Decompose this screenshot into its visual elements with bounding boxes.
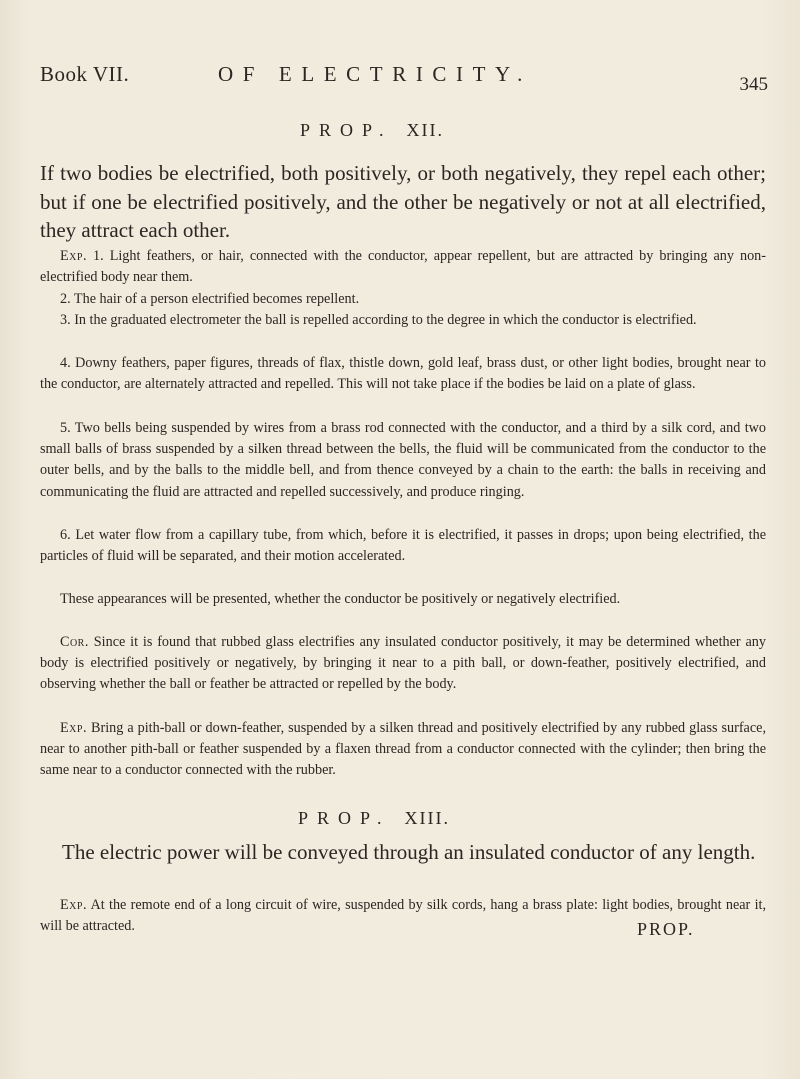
prop-12-exp-3: 3. In the graduated electrometer the ball is repelled according to the degree in which the conductor is electrified. [60,312,697,328]
prop-12-exp-5: 5. Two bells being suspended by wires from a brass rod connected with the conductor, and a third by a silk cord, and two small balls of brass suspended by a silken thread between the bells, the fluid will be communicated from the conductor to the outer bells, and by the balls to the middle bell, and from thence conveyed by a chain to the earth: the balls in receiving and communicating the fluid are attracted and repelled successively, and produce ringing. [40,420,766,500]
prop-12-label: PROP. [300,120,393,140]
book-label: Book VII. [40,62,130,86]
prop-12-exp-6: 6. Let water flow from a capillary tube, from which, before it is electrified, it passes in drops; upon being electrified, the particles of fluid will be separated, and their motion accelerated. [40,527,766,565]
prop-12-exp-4: 4. Downy feathers, paper figures, threads of flax, thistle down, gold leaf, brass dust, or other light bodies, brought near to the conductor, are alternately attracted and repelled. This will not take place if the bodies be laid on a plate of glass. [40,355,766,393]
cor-label: Cor. [60,634,89,650]
prop-13-statement: The electric power will be conveyed through an insulated conductor of any length. [62,840,756,864]
prop-13-label: PROP. [298,808,391,828]
prop-13-experiment: Exp. At the remote end of a long circuit of wire, suspended by silk cords, hang a brass plate: light bodies, brought near it, will be attracted. [40,897,766,935]
prop-13-number: XIII. [404,808,451,828]
prop-12-statement: If two bodies be electrified, both positively, or both negatively, they repel each other; but if one be electrified positively, and the other be negatively or not at all electrified, they attract each other. [40,161,766,242]
exp-label: Exp. [60,248,87,264]
catchword: PROP. [637,919,695,939]
prop-12-exp-2: 2. The hair of a person electrified becomes repellent. [60,291,360,307]
prop-12-corollary: Cor. Since it is found that rubbed glass electrifies any insulated conductor positively, it may be determined whether any body is electrified positively or negatively, by bringing it near to a pith ball, or down-feather, positively electrified, and observing whether the ball or feather be attracted or repelled by the body. [40,634,766,693]
page-header [40,62,768,102]
running-title: OF ELECTRICITY. [218,62,532,86]
prop-12-number: XII. [406,120,445,140]
prop-12-experiment: Exp. Bring a pith-ball or down-feather, suspended by a silken thread and positively electrified by any rubbed glass surface, near to another pith-ball or feather suspended by a flaxen thread from a conductor connected with the cylinder; then bring the same near to a conductor connected with the rubber. [40,720,766,779]
exp-label: Exp. [60,897,87,913]
prop-13-heading [298,808,450,829]
prop-12-heading [300,120,444,141]
prop-12-appearances: These appearances will be presented, whether the conductor be positively or negatively electrified. [60,591,621,607]
prop-12-exp-1: Exp. 1. Light feathers, or hair, connected with the conductor, appear repellent, but are attracted by bringing any non-electrified body near them. [40,248,766,286]
exp-label: Exp. [60,720,87,736]
page-number: 345 [739,74,768,95]
